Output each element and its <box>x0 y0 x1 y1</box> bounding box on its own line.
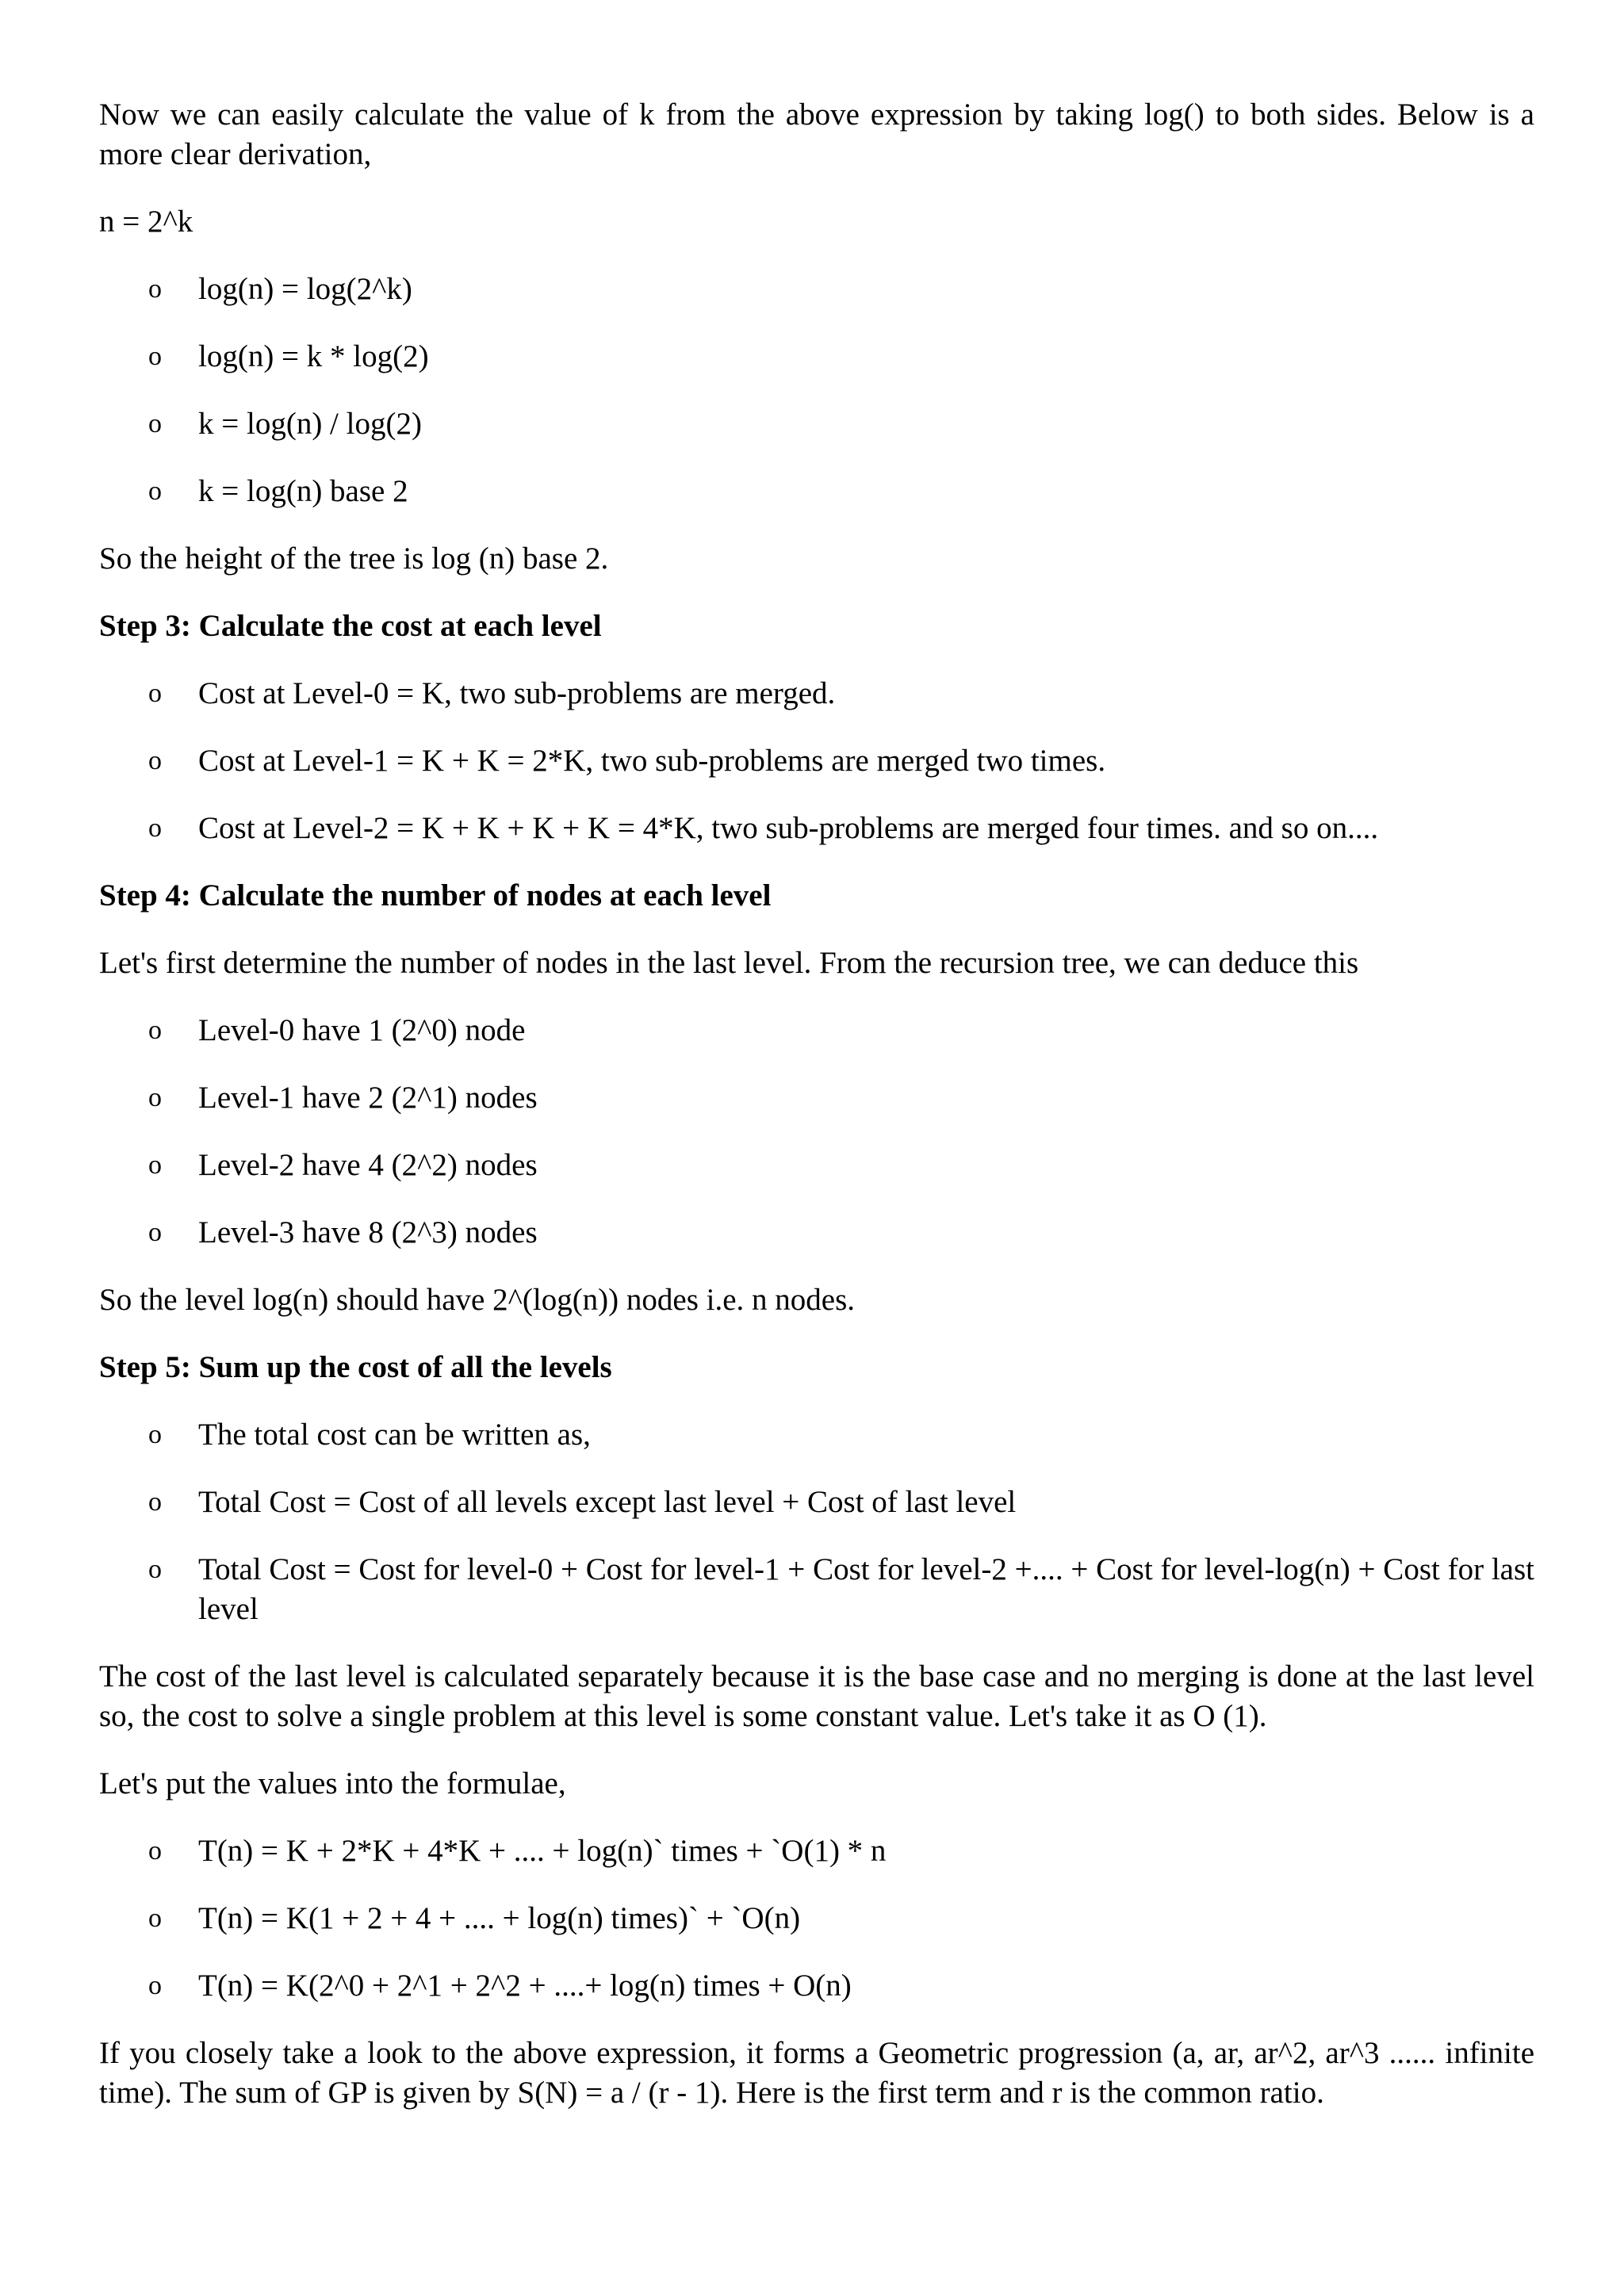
step4-intro: Let's first determine the number of nodes in the last level. From the recursion tree, we can deduce this <box>99 946 1359 980</box>
step4-heading: Step 4: Calculate the number of nodes at each level <box>99 878 772 913</box>
bullet-icon: o <box>148 1420 162 1449</box>
list-item <box>99 1550 1534 1629</box>
list-item-text: T(n) = K(2^0 + 2^1 + 2^2 + ....+ log(n) times + O(n) <box>198 1969 852 2003</box>
bullet-icon: o <box>148 1016 162 1045</box>
derivation-list <box>99 270 1534 511</box>
list-item <box>99 1213 1534 1253</box>
list-item-text: Level-2 have 4 (2^2) nodes <box>198 1148 538 1182</box>
list-item-text: Total Cost = Cost of all levels except last level + Cost of last level <box>198 1485 1017 1519</box>
step3-heading: Step 3: Calculate the cost at each level <box>99 609 602 643</box>
bullet-icon: o <box>148 1836 162 1866</box>
list-item <box>99 674 1534 714</box>
height-conclusion: So the height of the tree is log (n) base 2. <box>99 541 609 576</box>
bullet-icon: o <box>148 1083 162 1112</box>
step4-conclusion: So the level log(n) should have 2^(log(n)) nodes i.e. n nodes. <box>99 1283 856 1317</box>
bullet-icon: o <box>148 1971 162 2000</box>
list-item <box>99 404 1534 444</box>
list-item-text: T(n) = K(1 + 2 + 4 + .... + log(n) times)` + `O(n) <box>198 1901 801 1935</box>
list-item-text: Cost at Level-0 = K, two sub-problems are merged. <box>198 676 836 710</box>
list-item <box>99 809 1534 848</box>
list-item <box>99 1831 1534 1871</box>
list-item-text: The total cost can be written as, <box>198 1418 591 1452</box>
list-item-text: log(n) = k * log(2) <box>198 339 429 373</box>
list-item-text: k = log(n) base 2 <box>198 474 408 508</box>
step4-list <box>99 1011 1534 1253</box>
intro-paragraph: Now we can easily calculate the value of k from the above expression by taking log() to both sides. Below is a more clear derivation, <box>99 98 1534 171</box>
step5-list <box>99 1415 1534 1629</box>
list-item <box>99 270 1534 309</box>
list-item <box>99 1011 1534 1050</box>
main-equation: n = 2^k <box>99 205 193 239</box>
bullet-icon: o <box>148 476 162 506</box>
step5-heading: Step 5: Sum up the cost of all the levels <box>99 1350 612 1384</box>
bullet-icon: o <box>148 409 162 438</box>
list-item <box>99 1415 1534 1455</box>
formulae-list <box>99 1831 1534 2006</box>
put-values-intro: Let's put the values into the formulae, <box>99 1766 566 1800</box>
list-item-text: Cost at Level-1 = K + K = 2*K, two sub-problems are merged two times. <box>198 744 1106 778</box>
list-item-text: log(n) = log(2^k) <box>198 272 412 306</box>
list-item-text: Total Cost = Cost for level-0 + Cost for level-1 + Cost for level-2 +.... + Cost for level-log(n) + Cost for last level <box>198 1552 1534 1626</box>
geometric-progression-note: If you closely take a look to the above expression, it forms a Geometric progression (a, ar, ar^2, ar^3 ...... infinite time). The sum of GP is given by S(N) = a / (r - 1). Here is the first term and r is the common ratio. <box>99 2036 1534 2110</box>
document-body <box>99 95 1534 2141</box>
bullet-icon: o <box>148 1218 162 1247</box>
list-item-text: Level-1 have 2 (2^1) nodes <box>198 1081 538 1115</box>
list-item <box>99 1899 1534 1938</box>
list-item-text: k = log(n) / log(2) <box>198 407 422 441</box>
bullet-icon: o <box>148 679 162 708</box>
bullet-icon: o <box>148 1904 162 1933</box>
last-level-explanation: The cost of the last level is calculated separately because it is the base case and no merging is done at the last level so, the cost to solve a single problem at this level is some constant value. Let's take it as O (1). <box>99 1659 1534 1733</box>
bullet-icon: o <box>148 1555 162 1584</box>
list-item-text: Level-3 have 8 (2^3) nodes <box>198 1215 538 1249</box>
list-item <box>99 1966 1534 2006</box>
bullet-icon: o <box>148 813 162 843</box>
list-item <box>99 1483 1534 1522</box>
list-item <box>99 1078 1534 1118</box>
bullet-icon: o <box>148 746 162 775</box>
list-item <box>99 1146 1534 1185</box>
bullet-icon: o <box>148 1150 162 1180</box>
list-item-text: T(n) = K + 2*K + 4*K + .... + log(n)` times + `O(1) * n <box>198 1834 887 1868</box>
list-item-text: Level-0 have 1 (2^0) node <box>198 1013 526 1047</box>
list-item <box>99 337 1534 377</box>
bullet-icon: o <box>148 1487 162 1517</box>
list-item <box>99 741 1534 781</box>
list-item <box>99 472 1534 511</box>
step3-list <box>99 674 1534 848</box>
bullet-icon: o <box>148 274 162 304</box>
bullet-icon: o <box>148 342 162 371</box>
list-item-text: Cost at Level-2 = K + K + K + K = 4*K, two sub-problems are merged four times. and so on.... <box>198 811 1379 845</box>
